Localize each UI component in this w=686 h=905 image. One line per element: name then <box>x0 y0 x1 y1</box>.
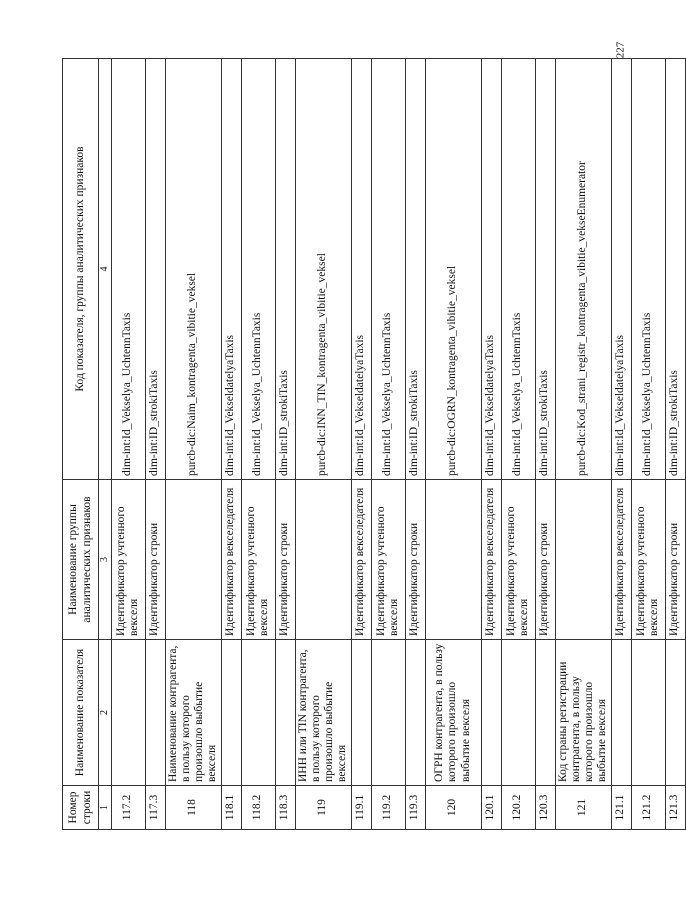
row-number: 121.2 <box>631 786 665 830</box>
column-index: 3 <box>99 480 112 640</box>
table-row <box>665 59 685 830</box>
row-code: purcb-dic:INN_TIN_kontragenta_vibitie_veksel <box>295 59 351 480</box>
row-indicator-name: ОГРН контрагента, в пользу которого произошло выбытие векселя <box>425 640 481 786</box>
row-number: 119.2 <box>371 786 405 830</box>
column-index-row <box>99 59 112 830</box>
table-row <box>165 59 221 830</box>
row-indicator-name <box>481 640 501 786</box>
row-code: dim-int:ID_strokiTaxis <box>665 59 685 480</box>
row-number: 121.1 <box>611 786 631 830</box>
row-number: 118.3 <box>275 786 295 830</box>
row-indicator-name <box>501 640 535 786</box>
row-group-name: Идентификатор векселедателя <box>481 480 501 640</box>
row-number: 117.2 <box>111 786 145 830</box>
table-row <box>555 59 611 830</box>
table-row <box>275 59 295 830</box>
row-indicator-name <box>221 640 241 786</box>
row-code: dim-int:Id_VekseldatelyaTaxis <box>481 59 501 480</box>
row-number: 118.1 <box>221 786 241 830</box>
row-code: dim-int:Id_VekseldatelyaTaxis <box>611 59 631 480</box>
row-group-name: Идентификатор учтенного векселя <box>111 480 145 640</box>
header-number: Номер строки <box>63 786 99 830</box>
row-group-name <box>295 480 351 640</box>
table-row <box>425 59 481 830</box>
row-code: purcb-dic:Naim_kontragenta_vibitie_veksel <box>165 59 221 480</box>
row-group-name: Идентификатор векселедателя <box>221 480 241 640</box>
row-group-name: Идентификатор векселедателя <box>611 480 631 640</box>
row-code: dim-int:Id_Vekselya_UchtennTaxis <box>501 59 535 480</box>
row-group-name: Идентификатор учтенного векселя <box>631 480 665 640</box>
indicator-table <box>62 58 686 830</box>
row-code: dim-int:Id_Vekselya_UchtennTaxis <box>241 59 275 480</box>
row-code: dim-int:ID_strokiTaxis <box>405 59 425 480</box>
row-indicator-name <box>371 640 405 786</box>
row-indicator-name <box>275 640 295 786</box>
row-number: 119.1 <box>351 786 371 830</box>
column-index: 2 <box>99 640 112 786</box>
table-row <box>535 59 555 830</box>
row-group-name: Идентификатор учтенного векселя <box>371 480 405 640</box>
row-number: 119 <box>295 786 351 830</box>
row-group-name: Идентификатор строки <box>145 480 165 640</box>
row-indicator-name <box>351 640 371 786</box>
table-row <box>111 59 145 830</box>
row-number: 120 <box>425 786 481 830</box>
row-indicator-name <box>665 640 685 786</box>
row-number: 117.3 <box>145 786 165 830</box>
table-row <box>611 59 631 830</box>
row-number: 120.2 <box>501 786 535 830</box>
page-number: 227 <box>614 41 627 59</box>
column-index: 4 <box>99 59 112 480</box>
row-group-name: Идентификатор учтенного векселя <box>241 480 275 640</box>
header-code: Код показателя, группы аналитических признаков <box>63 59 99 480</box>
row-indicator-name <box>631 640 665 786</box>
table-row <box>221 59 241 830</box>
row-group-name: Идентификатор учтенного векселя <box>501 480 535 640</box>
row-indicator-name: Код страны регистрации контрагента, в пользу которого произошло выбытие векселя <box>555 640 611 786</box>
row-number: 119.3 <box>405 786 425 830</box>
table-row <box>481 59 501 830</box>
row-code: dim-int:Id_Vekselya_UchtennTaxis <box>111 59 145 480</box>
row-group-name: Идентификатор строки <box>275 480 295 640</box>
row-indicator-name <box>145 640 165 786</box>
row-code: dim-int:Id_VekseldatelyaTaxis <box>221 59 241 480</box>
table-row <box>351 59 371 830</box>
row-number: 120.3 <box>535 786 555 830</box>
row-group-name: Идентификатор векселедателя <box>351 480 371 640</box>
row-number: 118 <box>165 786 221 830</box>
row-code: dim-int:ID_strokiTaxis <box>145 59 165 480</box>
header-row <box>63 59 99 830</box>
row-code: dim-int:ID_strokiTaxis <box>275 59 295 480</box>
row-group-name <box>165 480 221 640</box>
table-row <box>371 59 405 830</box>
row-code: dim-int:Id_Vekselya_UchtennTaxis <box>631 59 665 480</box>
row-indicator-name <box>111 640 145 786</box>
rotated-page <box>62 59 681 830</box>
table-row <box>295 59 351 830</box>
row-code: dim-int:Id_VekseldatelyaTaxis <box>351 59 371 480</box>
row-group-name <box>425 480 481 640</box>
column-index: 1 <box>99 786 112 830</box>
row-code: dim-int:ID_strokiTaxis <box>535 59 555 480</box>
row-number: 121 <box>555 786 611 830</box>
table-row <box>241 59 275 830</box>
row-code: dim-int:Id_Vekselya_UchtennTaxis <box>371 59 405 480</box>
row-number: 120.1 <box>481 786 501 830</box>
row-indicator-name <box>535 640 555 786</box>
table-row <box>405 59 425 830</box>
row-group-name: Идентификатор строки <box>535 480 555 640</box>
table-row <box>145 59 165 830</box>
row-group-name: Идентификатор строки <box>665 480 685 640</box>
row-number: 118.2 <box>241 786 275 830</box>
header-name: Наименование показателя <box>63 640 99 786</box>
row-group-name <box>555 480 611 640</box>
row-code: purcb-dic:OGRN_kontragenta_vibitie_veksel <box>425 59 481 480</box>
row-indicator-name <box>241 640 275 786</box>
header-group-name: Наименование группы аналитических признаков <box>63 480 99 640</box>
table-row <box>631 59 665 830</box>
row-indicator-name <box>405 640 425 786</box>
row-group-name: Идентификатор строки <box>405 480 425 640</box>
row-indicator-name: ИНН или TIN контрагента, в пользу которого произошло выбытие векселя <box>295 640 351 786</box>
row-code: purcb-dic:Kod_strani_registr_kontragenta_vibitie_vekseEnumerator <box>555 59 611 480</box>
row-number: 121.3 <box>665 786 685 830</box>
row-indicator-name <box>611 640 631 786</box>
table-body <box>111 59 685 830</box>
row-indicator-name: Наименование контрагента, в пользу которого произошло выбытие векселя <box>165 640 221 786</box>
table-row <box>501 59 535 830</box>
